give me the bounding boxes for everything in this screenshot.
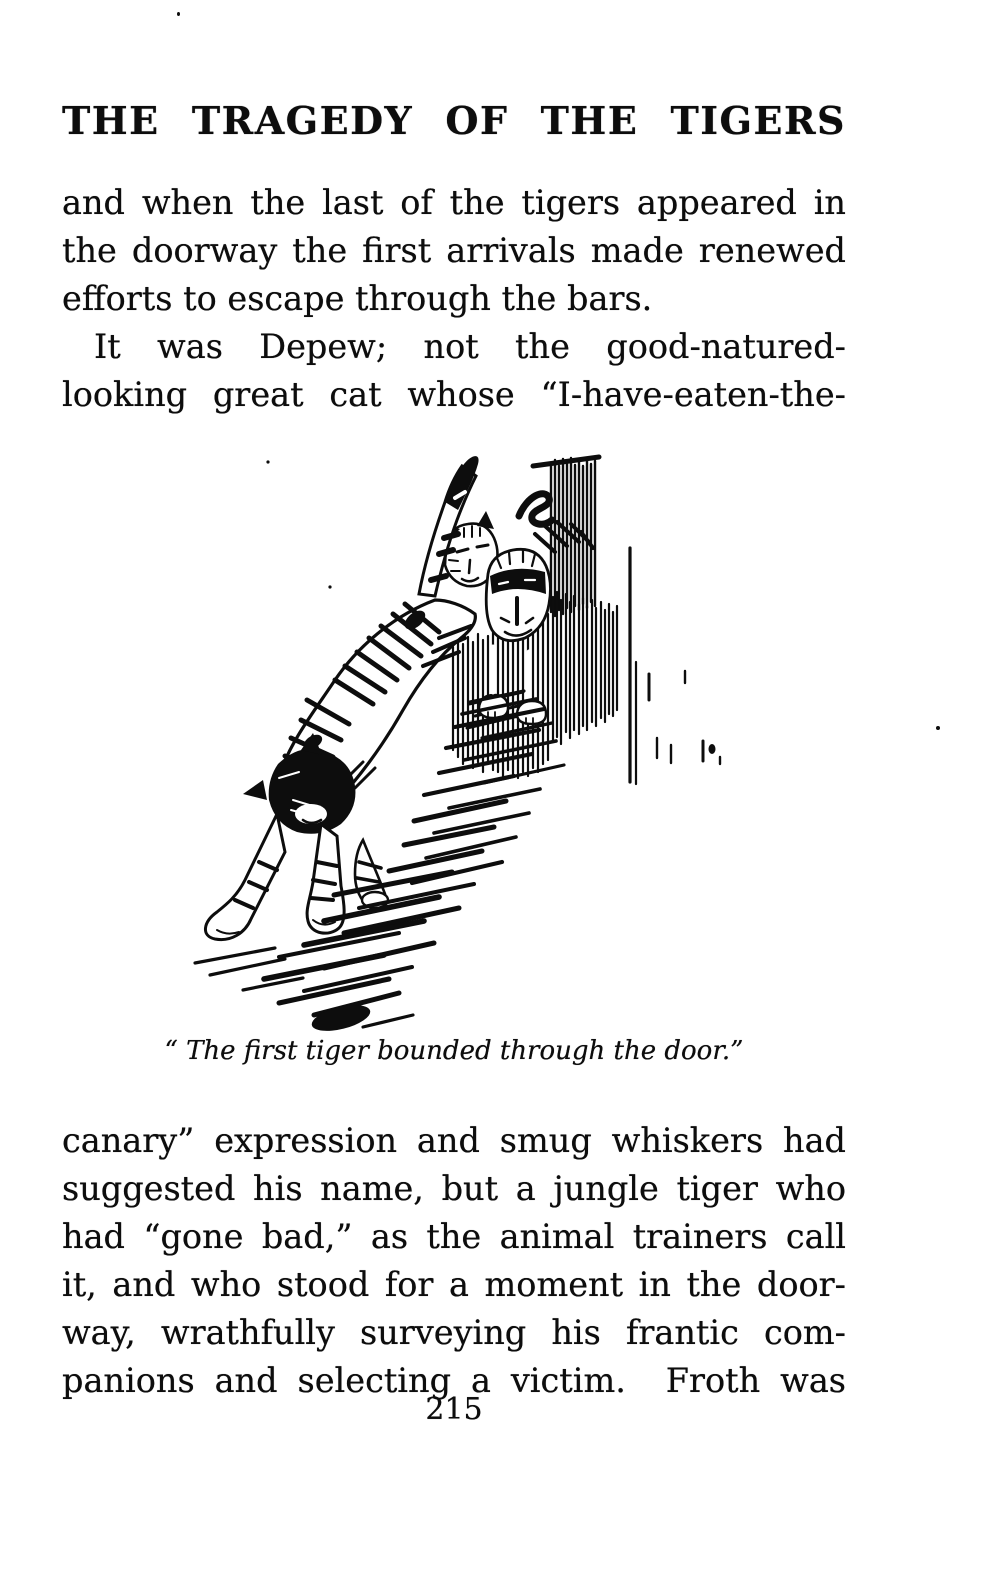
page-number: 215 — [425, 1392, 483, 1427]
text-line: panions and selecting a victim. Froth was — [62, 1361, 846, 1400]
text-line: It was Depew; not the good-natured- — [94, 327, 846, 366]
scan-speck — [266, 460, 269, 463]
text-line: efforts to escape through the bars. — [62, 279, 653, 318]
text-line: looking great cat whose “I-have-eaten-the- — [62, 375, 846, 414]
tiger-illustration — [183, 442, 747, 1034]
text-line: and when the last of the tigers appeared in — [62, 183, 846, 222]
door-edge — [630, 548, 720, 784]
scan-speck — [328, 585, 331, 588]
running-head: THE TRAGEDY OF THE TIGERS — [62, 98, 846, 143]
tiger-illustration-svg — [183, 442, 747, 1034]
body-text-lower — [62, 1117, 846, 1405]
illustration-caption: “ The first tiger bounded through the door.” — [164, 1036, 744, 1066]
text-line: suggested his name, but a jungle tiger who — [62, 1169, 846, 1208]
scan-speck — [936, 726, 940, 730]
scan-speck — [177, 12, 180, 16]
text-line: it, and who stood for a moment in the door- — [62, 1265, 846, 1304]
body-text-upper — [62, 179, 846, 419]
text-line: way, wrathfully surveying his frantic com- — [62, 1313, 846, 1352]
second-tiger-tail-curl — [519, 494, 552, 525]
text-line: had “gone bad,” as the animal trainers call — [62, 1217, 846, 1256]
text-line: canary” expression and smug whiskers had — [62, 1121, 846, 1160]
text-line: the doorway the first arrivals made renewed — [62, 231, 846, 270]
leading-tiger — [205, 456, 478, 939]
